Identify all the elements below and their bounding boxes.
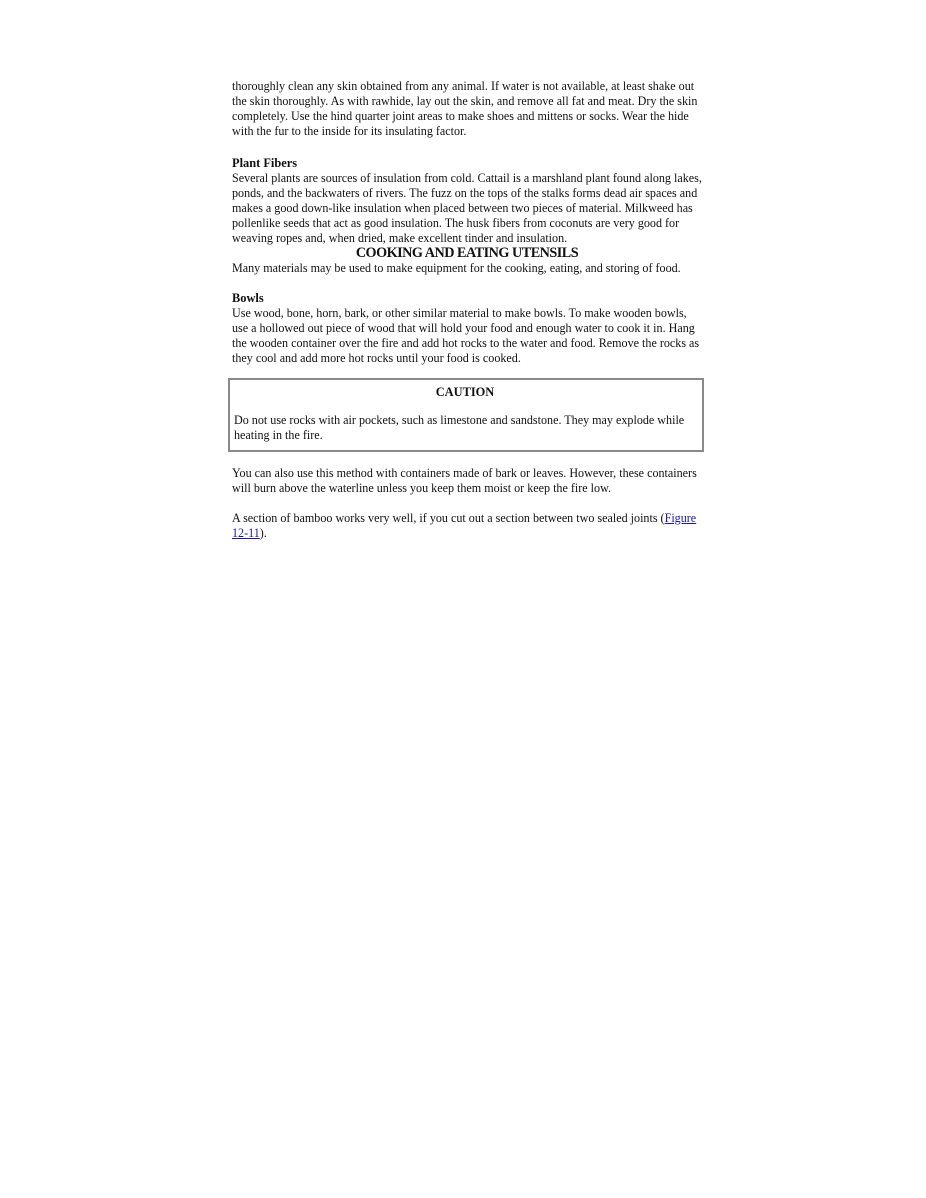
cooking-section-heading: COOKING AND EATING UTENSILS	[355, 245, 579, 261]
intro-paragraph: thoroughly clean any skin obtained from any animal. If water is not available, at least shake out the skin thoroughly. As with rawhide, lay out the skin, and remove all fat and meat. Dry the skin completely. Use the hind quarter joint areas to make shoes and mittens or socks. Wear the hide with the fur to the inside for its insulating factor.	[232, 79, 698, 138]
caution-box	[228, 378, 704, 452]
caution-text: Do not use rocks with air pockets, such as limestone and sandstone. They may explode while heating in the fire.	[234, 413, 685, 442]
bark-paragraph: You can also use this method with containers made of bark or leaves. However, these containers will burn above the waterline unless you keep them moist or keep the fire low.	[232, 466, 697, 495]
document-page	[232, 79, 702, 541]
figure-link[interactable]: Figure 12-11	[232, 511, 697, 540]
bamboo-text-after: ).	[259, 526, 267, 540]
plant-fibers-paragraph: Several plants are sources of insulation from cold. Cattail is a marshland plant found along lakes, ponds, and the backwaters of rivers. The fuzz on the tops of the stalks forms dead air spaces and makes a good down-like insulation when placed between two pieces of material. Milkweed has pollenlike seeds that act as good insulation. The husk fibers from coconuts are very good for weaving ropes and, when dried, make excellent tinder and insulation.	[232, 171, 702, 245]
bamboo-paragraph	[232, 511, 702, 541]
bowls-heading: Bowls	[232, 291, 264, 305]
bamboo-text-before: A section of bamboo works very well, if you cut out a section between two sealed joints (	[232, 511, 665, 525]
cooking-paragraph: Many materials may be used to make equipment for the cooking, eating, and storing of food.	[232, 261, 681, 275]
plant-fibers-heading: Plant Fibers	[232, 156, 298, 170]
caution-title: CAUTION	[435, 385, 495, 399]
bowls-paragraph: Use wood, bone, horn, bark, or other similar material to make bowls. To make wooden bowls, use a hollowed out piece of wood that will hold your food and enough water to cook it in. Hang the wooden container over the fire and add hot rocks to the water and food. Remove the rocks as they cool and add more hot rocks until your food is cooked.	[232, 306, 700, 365]
